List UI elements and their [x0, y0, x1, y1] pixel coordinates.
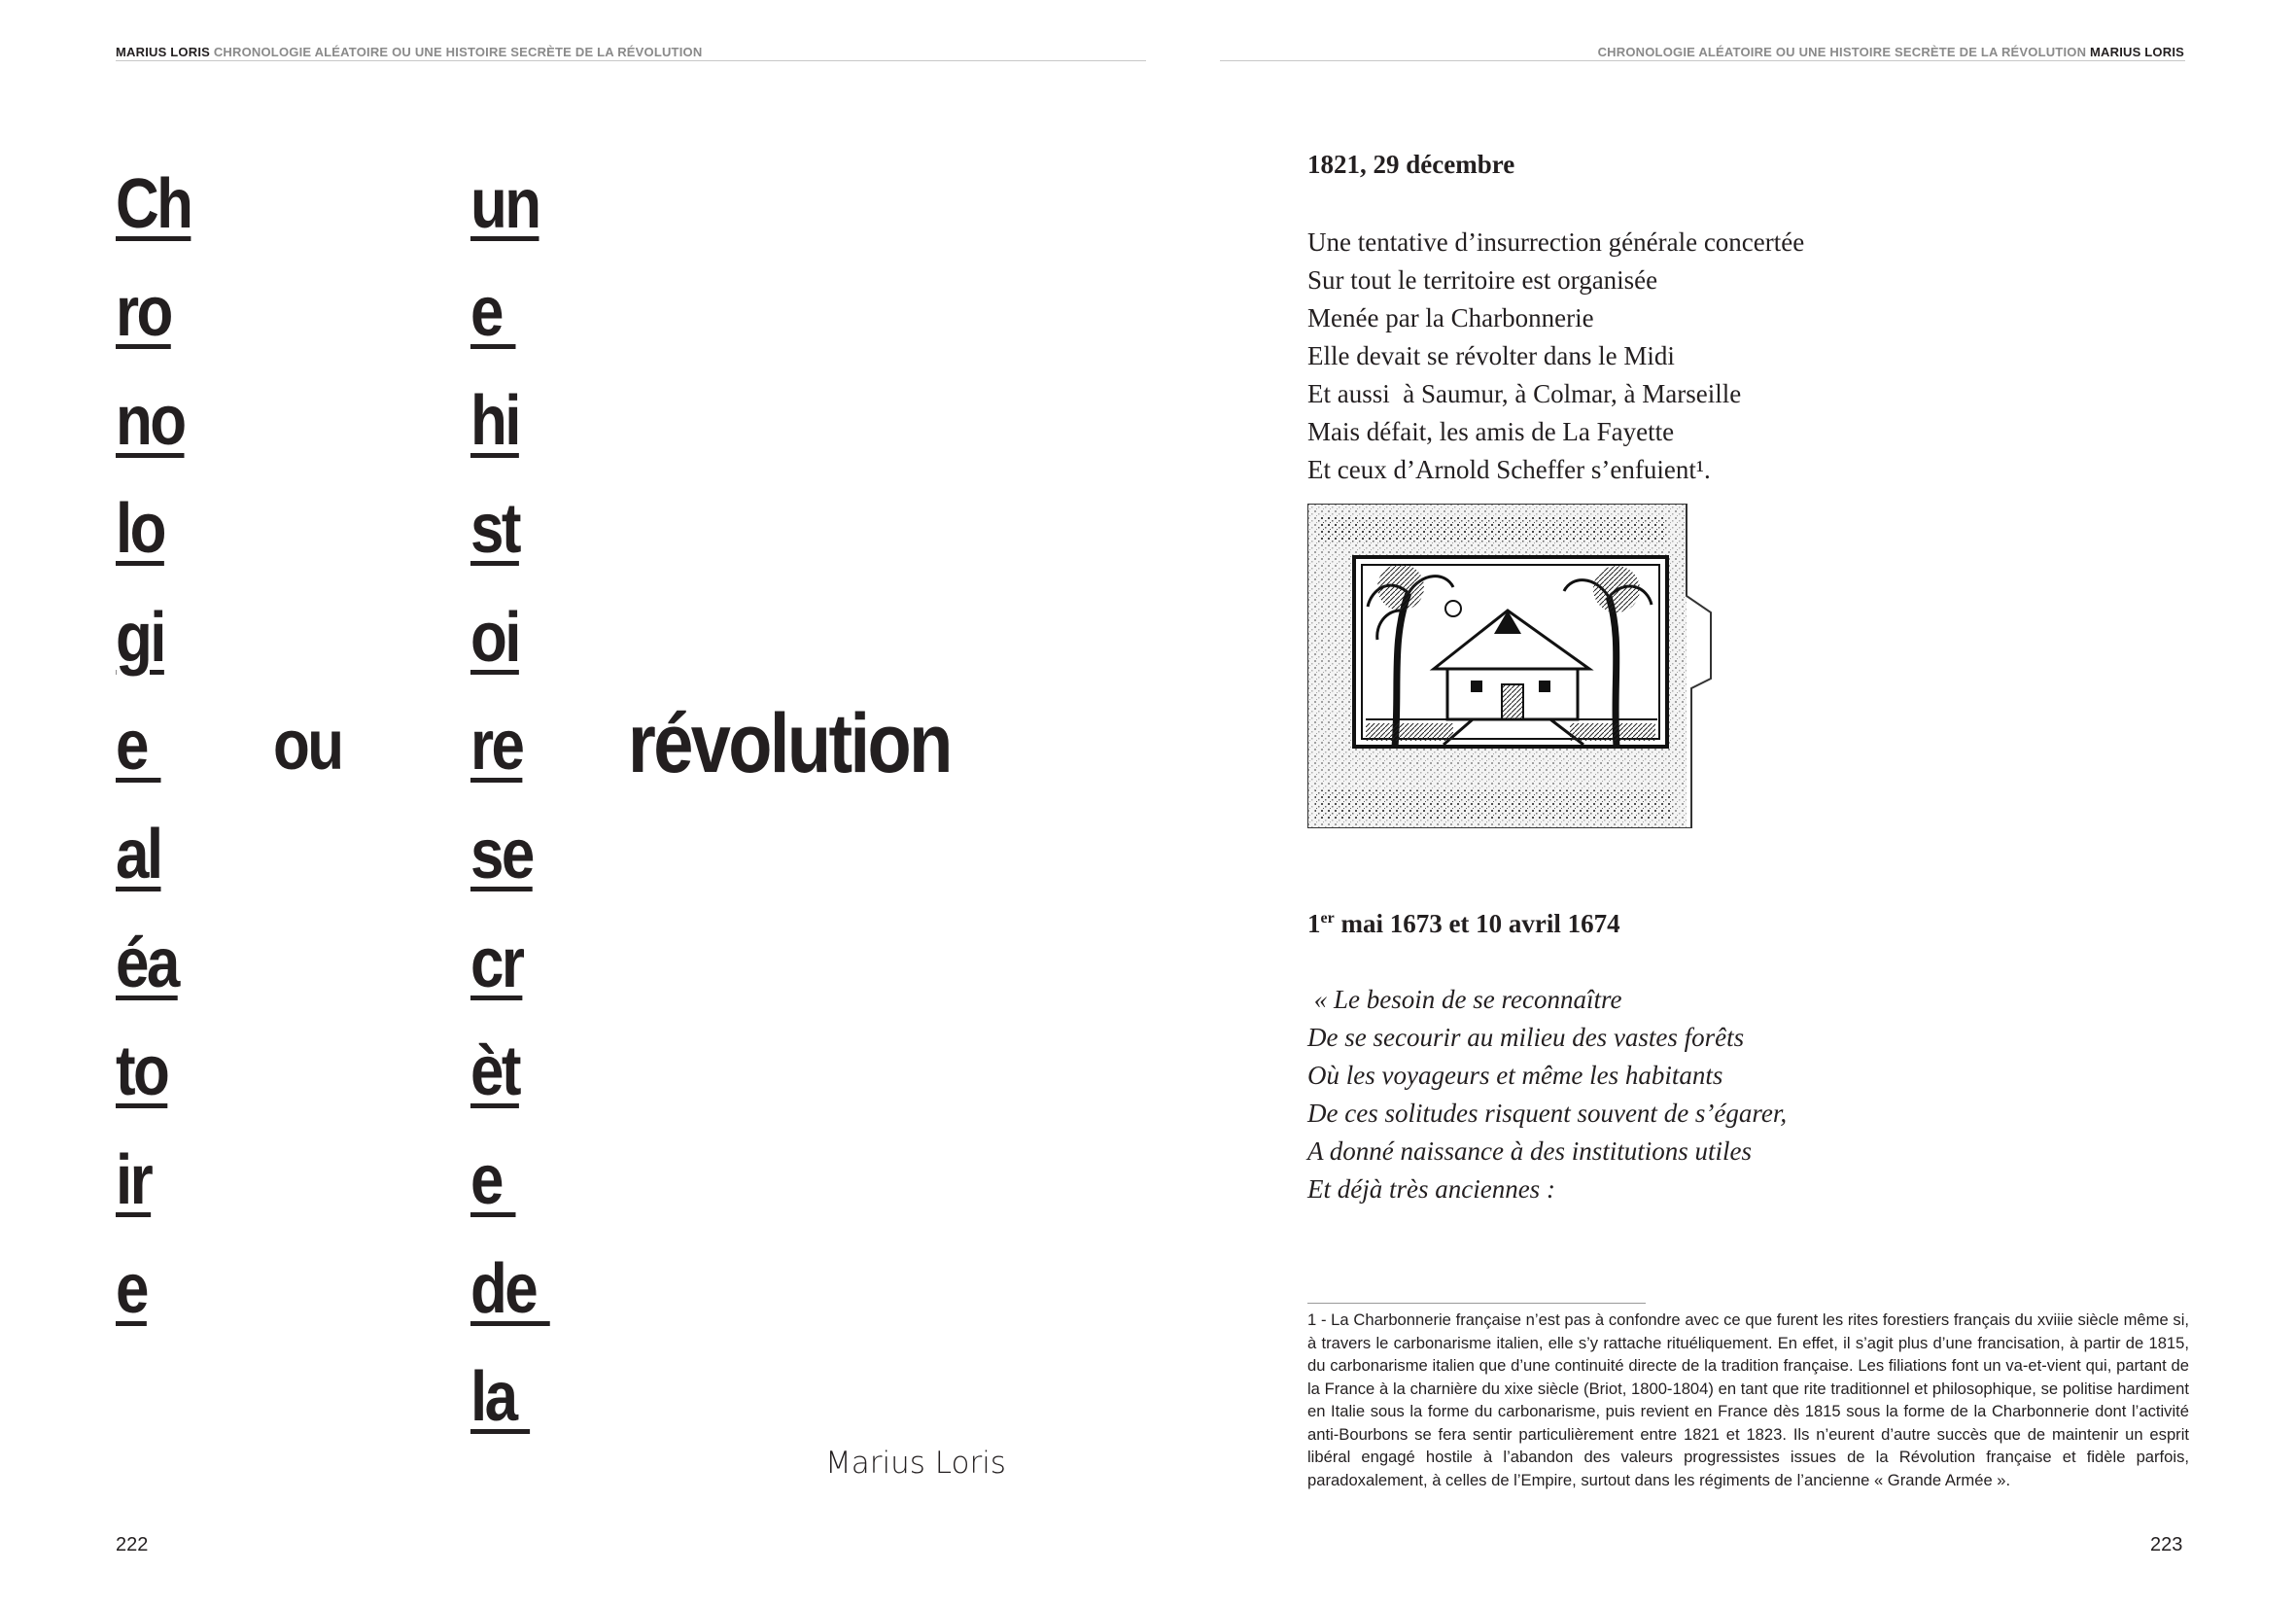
running-head-right: [1598, 45, 2184, 59]
running-head-left: [116, 45, 702, 59]
title-fragment: èt: [470, 1032, 519, 1110]
title-fragment: lo: [116, 490, 164, 568]
title-word-revolution: révolution: [628, 697, 951, 790]
footnote-rule: [1307, 1303, 1646, 1304]
footnote: 1 - La Charbonnerie française n’est pas à confondre avec ce que furent les rites forestiers français du xviiie siècle même si, à travers le carbonarisme italien, elle s’y rattache rituéliquement. En effet, il s’agit plus d’une francisation, à partir de 1815, du carbonarisme italien que d’une continuité directe de la tradition française. Les filiations font un va-et-vient qui, partant de la France à la charnière du xixe siècle (Briot, 1800-1804) en tant que rite traditionnel et philosophique, se politise hardiment en Italie sous la forme du carbonarisme, puis revient en France dès 1815 sous la forme de la Charbonnerie dont l’activité anti-Bourbons se fera sentir particulièrement entre 1821 et 1823. Ils n’eurent d’autre succès que de maintenir un esprit libéral engagé hostile à l’abandon des valeurs progressistes issues de la Révolution française et fidèle parfois, paradoxalement, à celles de l’Empire, surtout dans les régiments de l’ancienne « Grande Armée ».: [1307, 1310, 2189, 1489]
title-fragment: gi: [116, 599, 164, 677]
entry-date-ordinal: er: [1320, 910, 1335, 926]
quote-line: Et déjà très anciennes :: [1307, 1174, 1555, 1204]
title-fragment: st: [470, 490, 519, 568]
verse-line: Et aussi à Saumur, à Colmar, à Marseille: [1307, 379, 1742, 408]
title-fragment: to: [116, 1032, 168, 1110]
title-fragment: e: [470, 273, 516, 351]
title-fragment: e: [470, 1141, 516, 1219]
running-head-author: MARIUS LORIS: [116, 45, 211, 59]
header-rule-left: [116, 60, 1146, 61]
verse-line: Et ceux d’Arnold Scheffer s’enfuient¹.: [1307, 455, 1711, 484]
entry-verse: [1307, 224, 1804, 489]
title-fragment: e: [116, 707, 161, 785]
title-fragment: no: [116, 382, 185, 460]
verse-line: Menée par la Charbonnerie: [1307, 303, 1594, 332]
running-head-title: CHRONOLOGIE ALÉATOIRE OU UNE HISTOIRE SECRÈTE DE LA RÉVOLUTION: [1597, 45, 2087, 59]
entry-quote: [1307, 981, 1787, 1208]
entry-date-rest: mai 1673 et 10 avril 1674: [1334, 909, 1620, 938]
page-number-right: 223: [2150, 1534, 2183, 1555]
title-fragment: de: [470, 1250, 550, 1328]
title-fragment: hi: [470, 382, 519, 460]
running-head-author: MARIUS LORIS: [2089, 45, 2184, 59]
entry-date: [1307, 909, 1620, 939]
title-fragment: ir: [116, 1141, 152, 1219]
verse-line: Sur tout le territoire est organisée: [1307, 265, 1658, 295]
entry-date-day: 1: [1307, 909, 1321, 938]
title-fragment: la: [470, 1358, 531, 1436]
page-number-left: 222: [116, 1534, 149, 1555]
title-fragment: ro: [116, 273, 171, 351]
title-fragment: un: [470, 165, 539, 243]
entry-date: 1821, 29 décembre: [1307, 150, 1515, 179]
verse-line: Une tentative d’insurrection générale concertée: [1307, 227, 1805, 257]
header-rule-right: [1220, 60, 2185, 61]
title-fragment: se: [470, 816, 533, 893]
quote-line: De se secourir au milieu des vastes forêts: [1307, 1023, 1745, 1052]
title-fragment: e: [116, 1250, 147, 1328]
verse-line: Mais défait, les amis de La Fayette: [1307, 417, 1675, 446]
verse-line: Elle devait se révolter dans le Midi: [1307, 341, 1675, 370]
quote-line: Où les voyageurs et même les habitants: [1307, 1061, 1723, 1090]
title-fragment: cr: [470, 925, 523, 1002]
title-fragment: al: [116, 816, 161, 893]
charbonnerie-engraving-image: [1307, 504, 1716, 828]
title-fragment: éa: [116, 925, 178, 1002]
title-fragment: oi: [470, 599, 519, 677]
quote-line: De ces solitudes risquent souvent de s’égarer,: [1307, 1099, 1788, 1128]
quote-line: A donné naissance à des institutions utiles: [1307, 1136, 1752, 1166]
author-name: Marius Loris: [825, 1446, 1006, 1481]
title-fragment: re: [470, 707, 523, 785]
running-head-title: CHRONOLOGIE ALÉATOIRE OU UNE HISTOIRE SECRÈTE DE LA RÉVOLUTION: [213, 45, 703, 59]
quote-line: « Le besoin de se reconnaître: [1307, 985, 1622, 1014]
title-word-ou: ou: [273, 707, 342, 785]
title-fragment: Ch: [116, 165, 191, 243]
